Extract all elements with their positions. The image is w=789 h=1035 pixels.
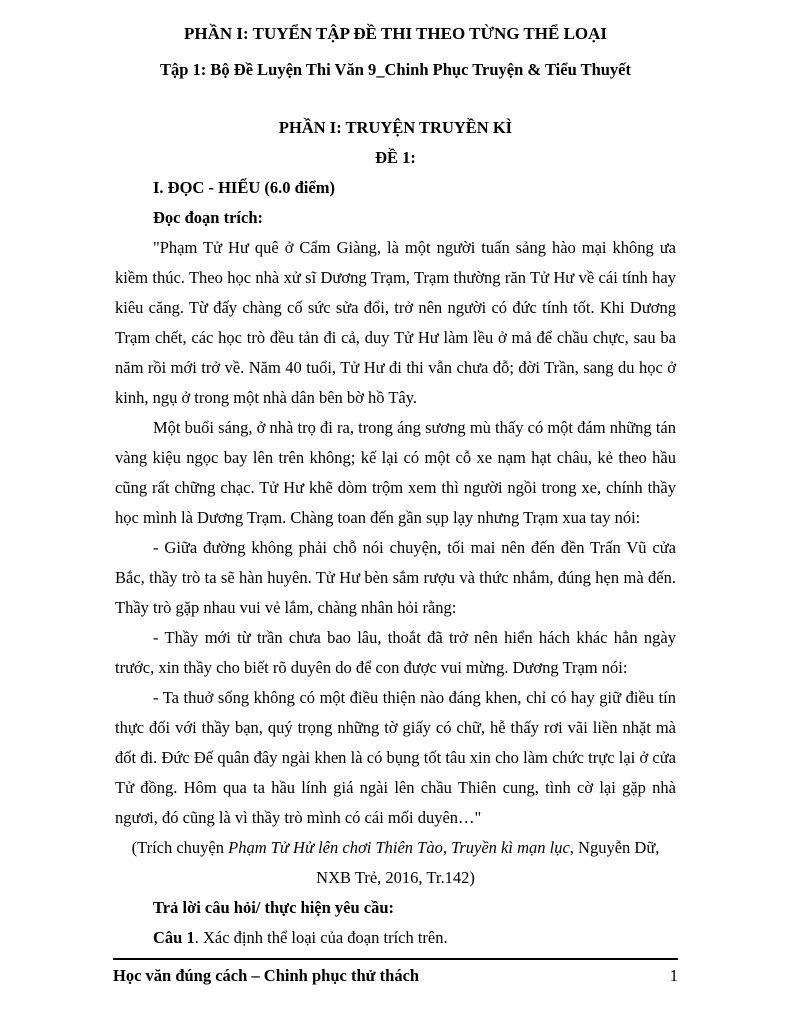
question-1-text: . Xác định thể loại của đoạn trích trên. (194, 928, 448, 947)
reading-section-heading: I. ĐỌC - HIỂU (6.0 điểm) (153, 178, 335, 197)
page-number: 1 (669, 966, 678, 985)
citation (115, 833, 676, 893)
citation-author: , Nguyễn Dữ, (569, 838, 660, 857)
document-subtitle: Tập 1: Bộ Đề Luyện Thi Văn 9_Chinh Phục Truyện & Tiểu Thuyết (160, 60, 631, 79)
question-1 (115, 923, 676, 953)
footer-slogan: Học văn đúng cách – Chinh phục thử thách (113, 966, 420, 985)
page-footer (113, 958, 678, 986)
excerpt-label: Đọc đoạn trích: (153, 208, 263, 227)
excerpt-paragraph-1: "Phạm Tử Hư quê ở Cẩm Giàng, là một người tuấn sảng hào mại không ưa kiềm thúc. Theo học nhà xử sĩ Dương Trạm, Trạm thường răn Tử Hư về cái tính hay kiêu căng. Từ đấy chàng cố sức sửa đổi, trở nên người có đức tính tốt. Khi Dương Trạm chết, các học trò đều tản đi cả, duy Tử Hư làm lều ở mả để chầu chực, sau ba năm rồi mới trở về. Năm 40 tuổi, Tử Hư đi thi vẫn chưa đỗ; đời Trần, sang du học ở kinh, ngụ ở trong một nhà dân bên bờ hồ Tây. (115, 238, 676, 407)
citation-publisher: NXB Trẻ, 2016, Tr.142) (316, 868, 475, 887)
citation-line-1 (115, 833, 676, 863)
question-1-label: Câu 1 (153, 928, 195, 947)
excerpt-paragraph-3: - Giữa đường không phải chỗ nói chuyện, tối mai nên đến đền Trấn Vũ cửa Bắc, thầy trò ta sẽ hàn huyên. Tử Hư bèn sắm rượu và thức nhắm, đúng hẹn mà đến. Thầy trò gặp nhau vui vẻ lắm, chàng nhân hỏi rằng: (115, 538, 676, 617)
exam-number-heading: ĐỀ 1: (375, 148, 416, 167)
citation-work-title: Phạm Tử Hử lên chơi Thiên Tào, Truyền kì mạn lục (228, 838, 570, 857)
instruction-heading: Trả lời câu hỏi/ thực hiện yêu cầu: (153, 898, 395, 917)
excerpt-paragraph-4: - Thầy mới từ trần chưa bao lâu, thoắt đã trở nên hiển hách khác hẳn ngày trước, xin thầy cho biết rõ duyên do để con được vui mừng. Dương Trạm nói: (115, 628, 676, 677)
excerpt-paragraph-2: Một buổi sáng, ở nhà trọ đi ra, trong áng sương mù thấy có một đám những tán vàng kiệu ngọc bay lên trên không; kế lại có một cỗ xe nạm hạt châu, kẻ theo hầu cũng rất chững chạc. Tử Hư khẽ dòm trộm xem thì người ngồi trong xe, chính thầy học mình là Dương Trạm. Chàng toan đến gần sụp lạy nhưng Trạm xua tay nói: (115, 418, 676, 527)
excerpt-paragraph-5: - Ta thuở sống không có một điều thiện nào đáng khen, chỉ có hay giữ điều tín thực đối với thầy bạn, quý trọng những tờ giấy có chữ, hễ thấy rơi vãi liền nhặt mà đốt đi. Đức Đế quân đây ngài khen là có bụng tốt tâu xin cho làm chức trực lại ở cửa Tử đồng. Hôm qua ta hầu lính giá ngài lên chầu Thiên cung, tình cờ lại gặp nhà ngươi, đó cũng là vì thầy trò mình có cái mối duyên…" (115, 688, 676, 827)
document-title: PHẦN I: TUYỂN TẬP ĐỀ THI THEO TỪNG THỂ LOẠI (183, 24, 608, 43)
citation-prefix: (Trích chuyện (131, 838, 229, 857)
section-title: PHẦN I: TRUYỆN TRUYỀN KÌ (278, 118, 513, 137)
